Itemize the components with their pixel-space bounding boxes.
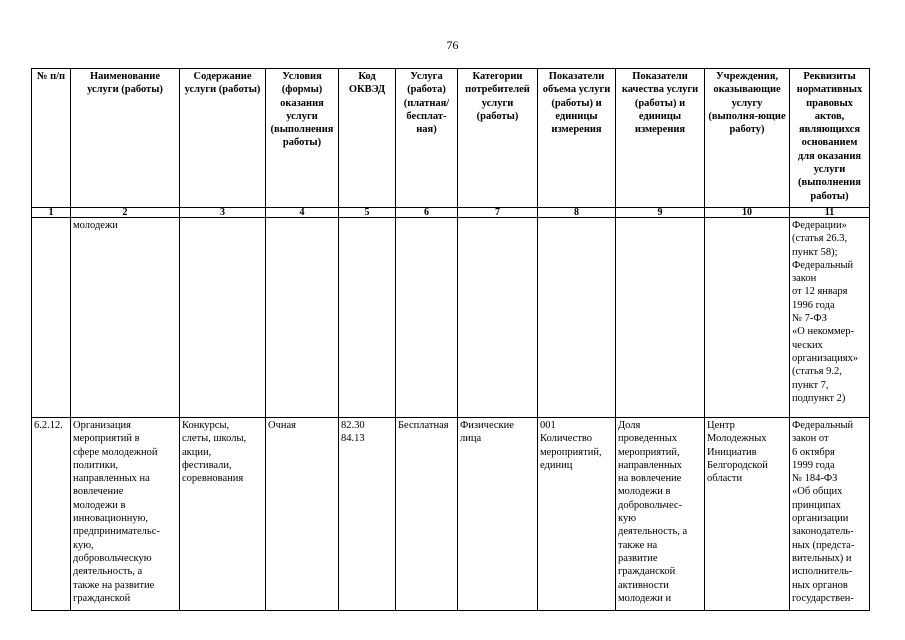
- column-number: 2: [71, 208, 180, 218]
- table-cell: [396, 218, 458, 418]
- table-cell: Доля проведенных мероприятий, направленных на вовлечение молодежи в добровольчес- кую деятельность, а также на развитие гражданской активности молодежи и: [616, 418, 705, 611]
- table-cell: [538, 218, 616, 418]
- table-cell: 82.30 84.13: [339, 418, 396, 611]
- header-cell-consumers: Категории потребителей услуги (работы): [458, 69, 538, 208]
- table-cell: Федерации» (статья 26.3, пункт 58); Федеральный закон от 12 января 1996 года № 7-ФЗ «О некоммер- ческих организациях» (статья 9.2, пункт 7, подпункт 2): [790, 218, 870, 418]
- column-number: 5: [339, 208, 396, 218]
- table-cell: 001 Количество мероприятий, единиц: [538, 418, 616, 611]
- table-cell: [616, 218, 705, 418]
- table-row: [32, 218, 870, 418]
- column-number: 11: [790, 208, 870, 218]
- column-number: 7: [458, 208, 538, 218]
- header-cell-volume: Показатели объема услуги (работы) и единицы измерения: [538, 69, 616, 208]
- header-cell-paid: Услуга (работа) (платная/ бесплат-ная): [396, 69, 458, 208]
- column-number-row: [32, 208, 870, 218]
- table-header-row: [32, 69, 870, 208]
- header-cell-service-name: Наименование услуги (работы): [71, 69, 180, 208]
- header-cell-quality: Показатели качества услуги (работы) и единицы измерения: [616, 69, 705, 208]
- table-cell: Очная: [266, 418, 339, 611]
- header-cell-conditions: Условия (формы) оказания услуги (выполнения работы): [266, 69, 339, 208]
- table-cell: Центр Молодежных Инициатив Белгородской области: [705, 418, 790, 611]
- table-cell: молодежи: [71, 218, 180, 418]
- table-cell: [458, 218, 538, 418]
- column-number: 6: [396, 208, 458, 218]
- table-cell: Федеральный закон от 6 октября 1999 года № 184-ФЗ «Об общих принципах организации законодатель- ных (предста- вительных) и исполнитель- ных органов государствен-: [790, 418, 870, 611]
- table-row: [32, 418, 870, 611]
- column-number: 8: [538, 208, 616, 218]
- services-table: [31, 68, 870, 611]
- column-number: 4: [266, 208, 339, 218]
- table-cell: Бесплатная: [396, 418, 458, 611]
- table-cell: Организация мероприятий в сфере молодежной политики, направленных на вовлечение молодежи в инновационную, предпринимательс- кую, добровольческую деятельность, а также на развитие гражданской: [71, 418, 180, 611]
- table-cell: [339, 218, 396, 418]
- column-number: 9: [616, 208, 705, 218]
- table-cell: [180, 218, 266, 418]
- column-number: 3: [180, 208, 266, 218]
- table-cell: [705, 218, 790, 418]
- table-cell: [32, 218, 71, 418]
- header-cell-institutions: Учреждения, оказывающие услугу (выполня-ющие работу): [705, 69, 790, 208]
- table-cell: Конкурсы, слеты, школы, акции, фестивали, соревнования: [180, 418, 266, 611]
- header-cell-legal-acts: Реквизиты нормативных правовых актов, являющихся основанием для оказания услуги (выполнения работы): [790, 69, 870, 208]
- table-cell: Физические лица: [458, 418, 538, 611]
- table-cell: 6.2.12.: [32, 418, 71, 611]
- table-cell: [266, 218, 339, 418]
- header-cell-content: Содержание услуги (работы): [180, 69, 266, 208]
- page-number: 76: [446, 38, 459, 52]
- header-cell-number: № п/п: [32, 69, 71, 208]
- column-number: 1: [32, 208, 71, 218]
- column-number: 10: [705, 208, 790, 218]
- header-cell-okved: Код ОКВЭД: [339, 69, 396, 208]
